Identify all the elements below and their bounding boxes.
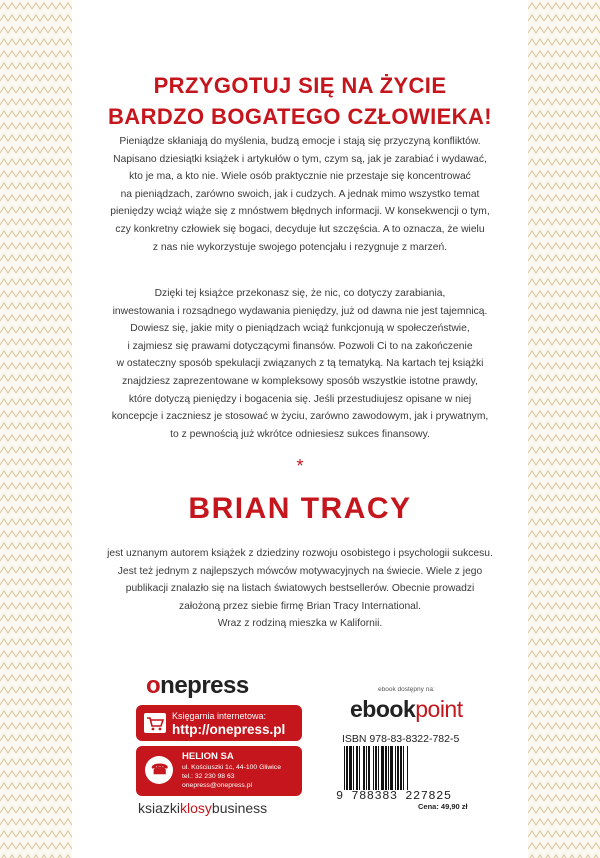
barcode-bar xyxy=(390,746,393,790)
ebookpoint-logo-b: point xyxy=(415,696,463,722)
barcode-bar xyxy=(397,746,399,790)
headline xyxy=(72,70,528,132)
text-line: Jest też jednym z najlepszych mówców motywacyjnych na świecie. Wiele z jego xyxy=(117,565,483,577)
publisher-contact-box xyxy=(136,746,302,796)
barcode-bar xyxy=(400,746,402,790)
barcode-bar xyxy=(373,746,374,790)
barcode-bar xyxy=(366,746,367,790)
barcode-bar xyxy=(353,746,354,790)
onepress-logo xyxy=(146,672,249,700)
headline-line-2: BARDZO BOGATEGO CZŁOWIEKA! xyxy=(108,104,492,129)
barcode xyxy=(342,746,467,790)
bookstore-label: Księgarnia internetowa: xyxy=(172,711,267,721)
text-line: Dzięki tej książce przekonasz się, że nic, co dotyczy zarabiania, xyxy=(154,288,446,299)
barcode-bar xyxy=(356,746,358,790)
text-line: pieniędzy wciąż wiąże się z mnóstwem błędnych informacji. W konsekwencji o tym, xyxy=(110,206,490,218)
text-line: koncepcje i zaczniesz je stosować w życiu, zarówno zawodowym, jak i prywatnym, xyxy=(111,411,489,423)
text-line: kto je ma, a kto nie. Wiele osób praktycznie nie przestaje się koncentrować xyxy=(129,171,471,183)
series-logo-part-2: klosy xyxy=(180,800,212,816)
company-email[interactable]: onepress@onepress.pl xyxy=(182,782,252,789)
isbn-text: ISBN 978-83-8322-782-5 xyxy=(342,733,460,745)
ebookpoint-logo[interactable] xyxy=(350,696,463,723)
barcode-bar xyxy=(395,746,396,790)
text-line: znajdziesz zaprezentowane w kompleksowy sposób wszystkie istotne prawdy, xyxy=(122,375,478,387)
text-line: czy konkretny człowiek się bogaci, decyduje łut szczęścia. A to oznacza, że wielu xyxy=(115,223,485,235)
author-name: BRIAN TRACY xyxy=(188,492,412,525)
description-paragraph-2 xyxy=(72,285,528,443)
text-line: na pieniądzach, zarówno swoich, jak i cudzych. A jednak mimo wszystko temat xyxy=(120,188,480,200)
barcode-bar xyxy=(346,746,348,790)
text-line: założoną przez siebie firmę Brian Tracy International. xyxy=(178,600,422,612)
text-line: i zajmiesz się prawami dotyczącymi finansów. Pozwoli Ci to na zakończenie xyxy=(127,340,473,352)
series-logo-part-1: ksiazki xyxy=(138,800,181,816)
barcode-bar xyxy=(388,746,389,790)
barcode-bar xyxy=(403,746,404,790)
barcode-bar xyxy=(381,746,384,790)
star-divider: * xyxy=(296,456,304,476)
barcode-bar xyxy=(363,746,365,790)
onepress-logo-o: o xyxy=(146,672,161,699)
company-address: ul. Kościuszki 1c, 44-100 Gliwice xyxy=(182,764,281,771)
text-line: Napisano dziesiątki książek i artykułów o tym, czym są, jak je zarabiać i wydawać, xyxy=(113,153,487,165)
series-logo-part-3: business xyxy=(211,800,268,816)
series-logo xyxy=(138,800,267,816)
barcode-bar xyxy=(344,746,345,790)
text-line: z nas nie wykorzystuje swojego potencjału i rezygnuje z marzeń. xyxy=(152,241,448,253)
text-line: to z pewnością już wkrótce odniesiesz sukces finansowy. xyxy=(170,428,430,440)
text-line: Dowiesz się, jakie mity o pieniądzach wciąż funkcjonują w społeczeństwie, xyxy=(130,323,470,335)
barcode-bar xyxy=(349,746,352,790)
company-name: HELION SA xyxy=(182,751,234,762)
text-line: w ostateczny sposób spekulacji związanych z tą tematyką. Na kartach tej książki xyxy=(116,358,484,370)
barcode-bar xyxy=(359,746,360,790)
text-line: które dotyczą pieniędzy i bogacenia się. Jeśli przestudiujesz opisane w niej xyxy=(128,393,472,405)
barcode-bar xyxy=(385,746,387,790)
barcode-bar xyxy=(368,746,370,790)
onepress-logo-rest: nepress xyxy=(160,672,249,699)
text-line: inwestowania i rozsądnego wydawania pieniędzy, już od dawna nie jest tajemnicą. xyxy=(112,305,488,317)
price-label: Cena: 49,90 zł xyxy=(418,802,468,811)
text-line: Wraz z rodziną mieszka w Kalifornii. xyxy=(217,618,383,630)
shopping-cart-icon xyxy=(144,713,166,733)
barcode-bar xyxy=(407,746,408,790)
barcode-bar xyxy=(375,746,377,790)
headline-line-1: PRZYGOTUJ SIĘ NA ŻYCIE xyxy=(153,73,447,98)
text-line: jest uznanym autorem książek z dziedziny rozwoju osobistego i psychologii sukcesu. xyxy=(107,548,493,559)
ebook-tagline: ebook dostępny na: xyxy=(378,686,435,693)
ebookpoint-logo-a: ebook xyxy=(350,696,416,722)
phone-icon: ☎ xyxy=(145,756,173,784)
description-paragraph-1 xyxy=(72,133,528,256)
zigzag-pattern-right xyxy=(528,0,600,858)
text-line: Pieniądze skłaniają do myślenia, budzą emocje i stają się przyczyną konfliktów. xyxy=(119,136,481,147)
text-line: publikacji znalazło się na listach światowych bestsellerów. Obecnie prowadzi xyxy=(125,583,475,595)
author-bio xyxy=(72,545,528,633)
bookstore-url-link[interactable]: http://onepress.pl xyxy=(172,722,286,737)
barcode-number: 9 788383 227825 xyxy=(336,789,452,803)
barcode-bar xyxy=(378,746,379,790)
zigzag-pattern-left xyxy=(0,0,72,858)
bookstore-box[interactable] xyxy=(136,705,302,741)
company-phone: tel.: 32 230 98 63 xyxy=(182,773,235,780)
